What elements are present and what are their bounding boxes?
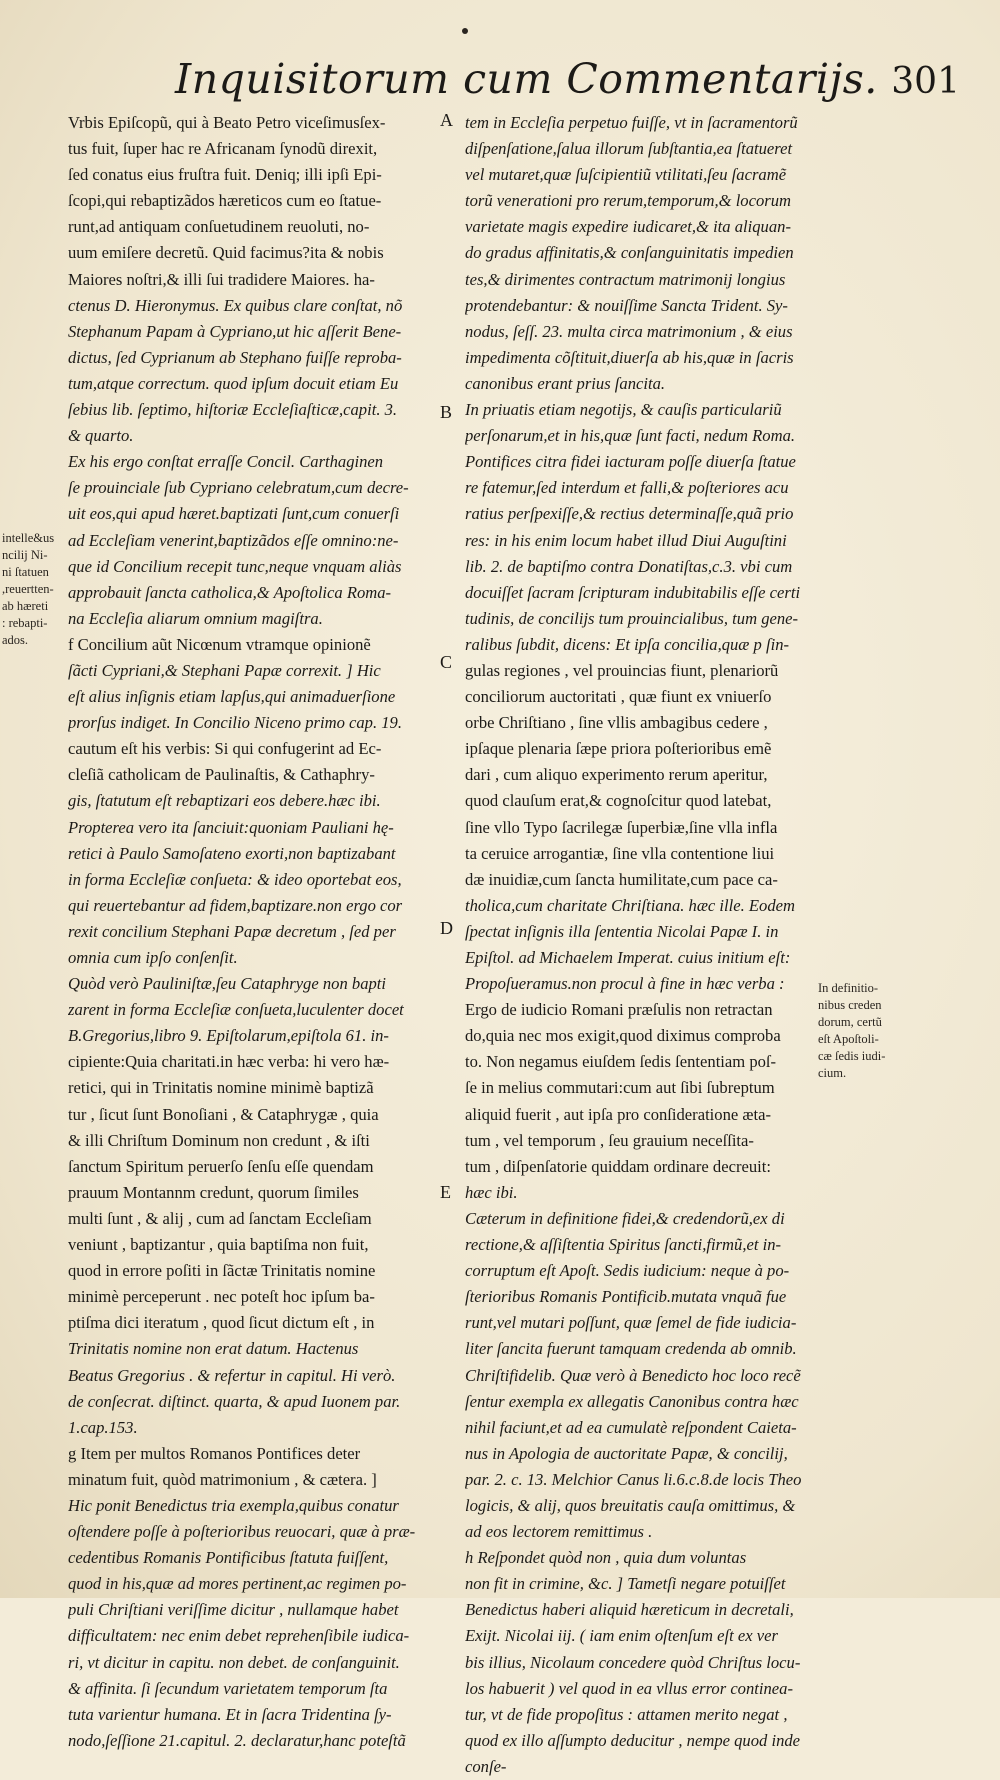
text-line: prauum Montannm credunt, quorum ſimiles (68, 1182, 359, 1202)
text-line: res: in his enim locum habet illud Diui Auguſtini (465, 530, 787, 550)
text-line: tudinis, de concilijs tum prouincialibus, tum gene- (465, 608, 799, 628)
text-line: uum emiſere decretũ. Quid facimus?ita & nobis (68, 243, 384, 263)
text-line: ri, vt dicitur in capitu. non debet. de conſanguinit. (68, 1652, 400, 1672)
text-line: docuiſſet ſacram ſcripturam indubitabilis eſſe certi (465, 582, 801, 602)
text-line: multi ſunt , & alij , cum ad ſanctam Eccleſiam (68, 1208, 372, 1228)
text-line: hæc ibi. (465, 1182, 518, 1202)
text-line: Maiores noſtri,& illi ſui tradidere Maiores. ha- (68, 269, 375, 289)
text-line: ſentur exempla ex allegatis Canonibus contra hæc (465, 1391, 799, 1411)
text-line: non fit in crimine, &c. ] Tametſi negare potuiſſet (465, 1574, 786, 1594)
text-line: do,quia nec mos exigit,quod diximus comproba (465, 1026, 781, 1046)
text-line: prorſus indiget. In Concilio Niceno primo cap. 19. (68, 713, 403, 733)
margin-note-line: In definitio- (818, 981, 879, 995)
text-line: minimè perceperunt . nec poteſt hoc ipſum ba- (68, 1287, 375, 1307)
text-line: rexit concilium Stephani Papæ decretum , ſed per (68, 921, 396, 941)
text-line: Ex his ergo conſtat erraſſe Concil. Carthaginen (68, 452, 384, 472)
text-line: runt,vel mutari poſſunt, quæ ſemel de fide iudicia- (465, 1313, 797, 1333)
text-line: Chriſtifidelib. Quæ verò à Benedicto hoc loco recẽ (465, 1365, 801, 1385)
text-line: retici à Paulo Samoſateno exorti,non baptizabant (68, 843, 396, 863)
text-line: tholica,cum charitate Chriſtiana. hæc ille. Eodem (465, 895, 795, 915)
text-line: ſe in melius commutari:cum aut ſibi ſubreptum (465, 1078, 775, 1098)
margin-note-line: ncilij Ni- (2, 548, 48, 562)
text-line: difficultatem: nec enim debet reprehenſibile iudica- (68, 1626, 410, 1646)
text-line: que id Concilium recepit tunc,neque vnquam aliàs (68, 556, 402, 576)
text-line: eſt alius inſignis etiam lapſus,qui animaduerſione (68, 687, 396, 707)
text-line: torũ venerationi pro rerum,temporum,& locorum (465, 191, 792, 211)
text-line: Pontifices citra fidei iacturam poſſe diuerſa ſtatue (465, 452, 796, 472)
text-line: cautum eſt his verbis: Si qui confugerint ad Ec- (68, 739, 382, 759)
text-line: Trinitatis nomine non erat datum. Hactenus (68, 1339, 359, 1359)
text-line: & illi Chriſtum Dominum non credunt , & iſti (68, 1130, 370, 1150)
text-line: Quòd verò Pauliniſtæ,ſeu Cataphryge non bapti (68, 974, 387, 994)
text-line: ctenus D. Hieronymus. Ex quibus clare conſtat, nõ (68, 295, 403, 315)
text-line: re fatemur,ſed interdum et falli,& poſteriores acu (465, 478, 789, 498)
section-letter-d: D (440, 918, 453, 938)
text-line: ſine vllo Typo ſacrilegæ ſuperbiæ,ſine vlla infla (465, 817, 778, 837)
text-line: ſed conatus eius fruſtra fuit. Deniq; illi ipſi Epi- (68, 165, 382, 185)
margin-note-line: ab hæreti (2, 599, 49, 613)
text-line: cedentibus Romanis Pontificibus ſtatuta fuiſſent, (68, 1548, 389, 1568)
text-line: Propoſueramus.non procul à fine in hæc verba : (465, 974, 785, 994)
text-line: conciliorum auctoritati , quæ fiunt ex vniuerſo (465, 687, 772, 707)
text-line: quod ex illo aſſumpto deducitur , nempe quod inde (465, 1730, 801, 1750)
text-line: oſtendere poſſe à poſterioribus reuocari, quæ à præ- (68, 1522, 416, 1542)
text-line: ptiſma dici iteratum , quod ſicut dictum eſt , in (68, 1313, 375, 1333)
text-line: ta ceruice arrogantiæ, ſine vlla contentione liui (465, 843, 775, 863)
text-line: ralibus ſubdit, dicens: Et ipſa concilia,quæ p ſin- (465, 634, 790, 654)
text-line: corruptum eſt Apoſt. Sedis iudicium: neque à po- (465, 1261, 790, 1281)
text-line: Benedictus haberi aliquid hæreticum in decretali, (465, 1600, 794, 1620)
margin-note-line: cium. (818, 1066, 847, 1080)
text-line: h Reſpondet quòd non , quia dum voluntas (465, 1548, 747, 1568)
text-line: cipiente:Quia charitati.in hæc verba: hi vero hæ- (68, 1052, 390, 1072)
text-line: In priuatis etiam negotijs, & cauſis particulariũ (465, 400, 782, 420)
text-line: quod in his,quæ ad mores pertinent,ac regimen po- (68, 1574, 407, 1594)
text-line: gulas regiones , vel prouincias fiunt, plenariorũ (465, 660, 779, 680)
text-line: ſpectat inſignis illa ſententia Nicolai Papæ I. in (465, 921, 779, 941)
text-line: 1.cap.153. (68, 1417, 138, 1437)
text-line: lib. 2. de baptiſmo contra Donatiſtas,c.3. vbi cum (465, 556, 793, 576)
text-line: Hic ponit Benedictus tria exempla,quibus conatur (68, 1495, 399, 1515)
margin-note-line: : rebapti- (2, 616, 48, 630)
margin-note-line: ni ſtatuen (2, 565, 49, 579)
text-line: B.Gregorius,libro 9. Epiſtolarum,epiſtola 61. in- (68, 1026, 389, 1046)
text-line: na Eccleſia aliarum omnium magiſtra. (68, 608, 323, 628)
text-line: nodus, ſeſſ. 23. multa circa matrimonium , & eius (465, 321, 793, 341)
text-line: vel mutaret,quæ ſuſcipientiũ vtilitati,ſeu ſacramẽ (465, 165, 787, 185)
text-line: aliquid fuerit , aut ipſa pro conſideratione æta- (465, 1104, 771, 1124)
text-line: logicis, & alij, quos breuitatis cauſa omittimus, & (465, 1495, 796, 1515)
text-line: Beatus Gregorius . & refertur in capitul. Hi verò. (68, 1365, 396, 1385)
text-line: tem in Eccleſia perpetuo fuiſſe, vt in ſacramentorũ (465, 113, 798, 132)
text-line: qui reuertebantur ad fidem,baptizare.non ergo cor (68, 895, 403, 915)
text-line: varietate magis expedire iudicaret,& ita aliquan- (465, 217, 791, 237)
text-line: ratius perſpexiſſe,& rectius determinaſſe,quã prio (465, 504, 794, 524)
text-line: puli Chriſtiani veriſſime dicitur , nullamque habet (68, 1600, 399, 1620)
text-line: & quarto. (68, 426, 134, 446)
text-line: in forma Eccleſiæ conſueta: & ideo oportebat eos, (68, 869, 402, 889)
text-line: tes,& dirimentes contractum matrimonij longius (465, 269, 786, 289)
text-line: tum,atque correctum. quod ipſum docuit etiam Eu (68, 373, 399, 393)
text-line: uit eos,qui apud hæret.baptizati ſunt,cum conuerſi (68, 504, 400, 524)
text-line: quod clauſum erat,& cognoſcitur quod latebat, (465, 791, 772, 811)
text-line: ſe prouinciale ſub Cypriano celebratum,cum decre- (68, 478, 409, 498)
text-line: ſanctum Spiritum peruerſo ſenſu eſſe quendam (68, 1156, 374, 1176)
text-line: Ergo de iudicio Romani præſulis non retractan (465, 1000, 773, 1020)
text-line: ſterioribus Romanis Pontificib.mutata vnquã fue (465, 1287, 787, 1307)
running-title: Inquisitorum cum Commentarijs. (175, 55, 878, 103)
text-line: tum , diſpenſatorie quiddam ordinare decreuit: (465, 1156, 771, 1176)
section-letter-c: C (440, 652, 453, 672)
margin-note-line: cæ ſedis iudi- (818, 1049, 886, 1063)
text-line: dæ inuidiæ,cum ſancta humilitate,cum pace ca- (465, 869, 778, 889)
text-line: Vrbis Epiſcopũ, qui à Beato Petro viceſimusſex- (68, 113, 386, 132)
text-line: diſpenſatione,ſalua illorum ſubſtantia,ea ſtatueret (465, 139, 793, 159)
text-line: ad eos lectorem remittimus . (465, 1522, 653, 1542)
text-line: tuta varientur humana. Et in ſacra Tridentina ſy- (68, 1704, 392, 1724)
text-line: impedimenta cõſtituit,diuerſa ab his,quæ in ſacris (465, 347, 794, 367)
text-line: tur, vt de fide propoſitus : attamen merito negat , (465, 1704, 788, 1724)
left-column (68, 110, 440, 1754)
section-letter-a: A (440, 110, 453, 130)
text-line: quod in errore poſiti in ſãctæ Trinitatis nomine (68, 1261, 376, 1281)
text-line: Cæterum in definitione fidei,& credendorũ,ex di (465, 1208, 785, 1228)
text-line: nus in Apologia de auctoritate Papæ, & concilij, (465, 1443, 788, 1463)
text-line: omnia cum ipſo conſenſit. (68, 948, 238, 967)
text-line: to. Non negamus eiuſdem ſedis ſententiam poſ- (465, 1052, 777, 1072)
printer-mark (462, 28, 468, 34)
text-line: protendebantur: & nouiſſime Sancta Trident. Sy- (465, 295, 788, 315)
text-line: cleſiã catholicam de Paulinaſtis, & Cathaphry- (68, 765, 375, 785)
text-line: ipſaque plenaria ſæpe priora poſterioribus emẽ (465, 739, 772, 759)
text-line: tur , ſicut ſunt Bonoſiani , & Cataphrygæ , quia (68, 1104, 379, 1124)
text-line: orbe Chriſtiano , ſine vllis ambagibus cedere , (465, 713, 768, 733)
text-line: zarent in forma Eccleſiæ conſueta,luculenter docet (68, 1000, 404, 1020)
text-line: perſonarum,et in his,quæ ſunt facti, nedum Roma. (465, 426, 796, 446)
margin-note-line: eſt Apoſtoli- (818, 1032, 879, 1046)
text-line: conſe- (465, 1756, 507, 1776)
text-line: approbauit ſancta catholica,& Apoſtolica Roma- (68, 582, 392, 602)
right-margin-note (818, 980, 885, 1082)
page-header (60, 55, 960, 115)
text-line: g Item per multos Romanos Pontifices deter (68, 1443, 361, 1463)
text-line: par. 2. c. 13. Melchior Canus li.6.c.8.de locis Theo (465, 1469, 802, 1489)
text-line: Exijt. Nicolai iij. ( iam enim oſtenſum eſt ex ver (465, 1626, 778, 1646)
left-margin-note (2, 530, 54, 649)
text-line: tum , vel temporum , ſeu grauium neceſſita- (465, 1130, 754, 1150)
text-line: Propterea vero ita ſanciuit:quoniam Pauliani hę- (68, 817, 394, 837)
margin-note-line: dorum, certũ (818, 1015, 882, 1029)
margin-note-line: ados. (2, 633, 29, 647)
margin-note-line: nibus creden (818, 998, 882, 1012)
section-letter-b: B (440, 402, 453, 422)
text-line: ſebius lib. ſeptimo, hiſtoriæ Eccleſiaſticæ,capit. 3. (68, 400, 398, 420)
text-line: dari , cum aliquo experimento rerum aperitur, (465, 765, 768, 785)
text-line: ad Eccleſiam venerint,baptizãdos eſſe omnino:ne- (68, 530, 399, 550)
text-line: Stephanum Papam à Cypriano,ut hic aſſerit Bene- (68, 321, 402, 341)
section-letter-e: E (440, 1182, 451, 1202)
text-line: f Concilium aũt Nicœnum vtramque opinionẽ (68, 634, 371, 654)
text-line: nodo,ſeſſione 21.capitul. 2. declaratur,hanc poteſtã (68, 1730, 406, 1750)
text-line: nihil faciunt,et ad ea cumulatè reſpondent Caieta- (465, 1417, 797, 1437)
text-line: dictus, ſed Cyprianum ab Stephano fuiſſe reproba- (68, 347, 402, 367)
right-column (465, 110, 830, 1780)
text-line: do gradus affinitatis,& conſanguinitatis impedien (465, 243, 794, 263)
text-line: de conſecrat. diſtinct. quarta, & apud Iuonem par. (68, 1391, 401, 1411)
text-line: & affinita. ſi ſecundum varietatem temporum ſta (68, 1678, 388, 1698)
text-line: rectione,& aſſiſtentia Spiritus ſancti,firmũ,et in- (465, 1235, 782, 1255)
margin-note-line: intelle&us (2, 531, 55, 545)
text-line: Epiſtol. ad Michaelem Imperat. cuius initium eſt: (465, 948, 791, 967)
text-line: gis, ſtatutum eſt rebaptizari eos debere.hæc ibi. (68, 791, 381, 811)
text-line: canonibus erant prius ſancita. (465, 373, 666, 393)
text-line: los habuerit ) vel quod in ea vllus error continea- (465, 1678, 793, 1698)
text-line: liter ſancita fuerunt tamquam credenda ab omnib. (465, 1339, 797, 1359)
text-line: veniunt , baptizantur , quia baptiſma non fuit, (68, 1235, 369, 1255)
text-line: bis illius, Nicolaum concedere quòd Chriſtus locu- (465, 1652, 801, 1672)
margin-note-line: ,reuertten- (2, 582, 54, 596)
text-line: ſãcti Cypriani,& Stephani Papæ correxit. ] Hic (68, 660, 381, 680)
text-line: runt,ad antiquam conſuetudinem reuoluti, no- (68, 217, 370, 237)
text-line: retici, qui in Trinitatis nomine minimè baptizã (68, 1078, 374, 1098)
text-line: minatum fuit, quòd matrimonium , & cætera. ] (68, 1469, 377, 1489)
page-number: 301 (891, 61, 960, 102)
text-line: tus fuit, ſuper hac re Africanam ſynodũ direxit, (68, 139, 378, 159)
text-line: ſcopi,qui rebaptizãdos hæreticos cum eo ſtatue- (68, 191, 382, 211)
